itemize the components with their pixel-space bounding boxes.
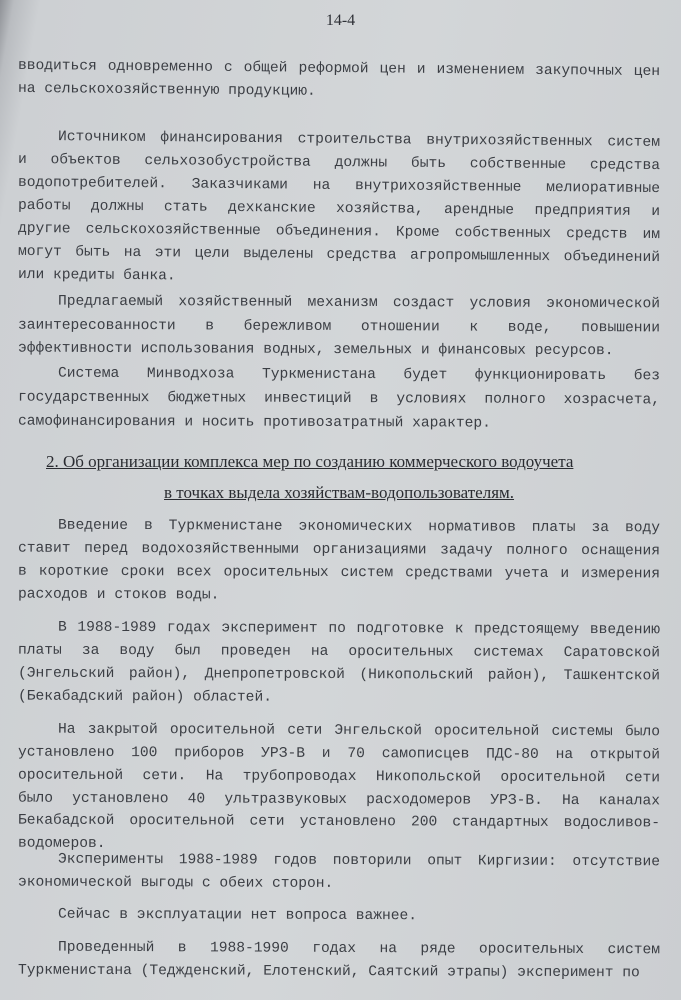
text-line: водомеров. xyxy=(17,835,106,852)
text-line: могут быть на эти цели выделены средства агропромышленных объединений xyxy=(17,243,661,267)
section-heading-line-2: в точках выдела хозяйствам-водопользователям. xyxy=(164,483,515,502)
text-line: в короткие сроки всех оросительных систем средствами учета и измерения xyxy=(17,563,661,583)
text-line: работы должны стать дехканские хозяйства, арендные предприятия и xyxy=(17,197,661,221)
text-line: экономической выгоды с обеих сторон. xyxy=(17,874,334,892)
text-line: В 1988-1989 годах эксперимент по подготовке к предстоящему введению xyxy=(57,619,661,639)
text-line: На закрытой оросительной сети Энгельской оросительной системы было xyxy=(57,721,661,741)
text-line: Сейчас в эксплуатации нет вопроса важнее. xyxy=(57,906,418,925)
text-line: заинтересованности в бережливом отношении к воде, повышении xyxy=(17,317,661,337)
text-line: Система Минводхоза Туркменистана будет функционировать без xyxy=(57,365,661,385)
text-line: или кредиты банка. xyxy=(17,266,176,285)
text-line: на сельскохозяйственную продукцию. xyxy=(17,80,316,100)
text-line: и объектов сельхозобустройства должны быть собственные средства xyxy=(17,151,661,175)
text-line: государственных бюджетных инвестиций в условиях полного хозрасчета, xyxy=(17,389,661,409)
text-line: другие сельскохозяйственные объединения. Кроме собственных средств им xyxy=(17,220,661,244)
page-number: 14-4 xyxy=(325,12,356,29)
text-line: было установлено 40 ультразвуковых расходомеров УРЗ-В. На каналах xyxy=(17,790,661,810)
text-line: Введение в Туркменистане экономических нормативов платы за воду xyxy=(57,517,661,537)
text-line: Источником финансирования строительства внутрихозяйственных систем xyxy=(57,129,661,151)
section-heading-line-1: 2. Об организации комплекса мер по созданию коммерческого водоучета xyxy=(46,452,574,471)
text-line: вводиться одновременно с общей реформой цен и изменением закупочных цен xyxy=(17,57,661,81)
text-line: эффективности использования водных, земельных и финансовых ресурсов. xyxy=(17,340,614,360)
text-line: установлено 100 приборов УРЗ-В и 70 самописцев ПДС-80 на открытой xyxy=(17,744,661,764)
text-line: (Бекабадский район) областей. xyxy=(17,688,273,706)
text-line: Бекабадской оросительной сети установлено 200 стандартных водосливов- xyxy=(17,812,661,832)
text-line: Предлагаемый хозяйственный механизм создаст условия экономической xyxy=(57,293,661,313)
text-line: самофинансирования и носить противозатратный характер. xyxy=(17,413,491,432)
text-line: расходов и стоков воды. xyxy=(17,586,220,604)
text-line: ставит перед водохозяйственными организациями задачу полного оснащения xyxy=(17,540,661,560)
text-line: оросительной сети. На трубопроводах Никопольской оросительной сети xyxy=(17,767,661,787)
text-line: (Энгельский район), Днепропетровской (Никопольский район), Ташкентской xyxy=(17,665,661,685)
text-line: Туркменистана (Теджденский, Елотенский, Саятский этрапы) эксперимент по xyxy=(17,962,640,982)
text-line: Эксперименты 1988-1989 годов повторили опыт Киргизии: отсутствие xyxy=(57,851,661,871)
text-line: водопотребителей. Заказчиками на внутрихозяйственные мелиоративные xyxy=(17,174,661,198)
text-line: платы за воду был проведен на оросительных системах Саратовской xyxy=(17,642,661,662)
text-line: Проведенный в 1988-1990 годах на ряде оросительных систем xyxy=(57,939,661,959)
